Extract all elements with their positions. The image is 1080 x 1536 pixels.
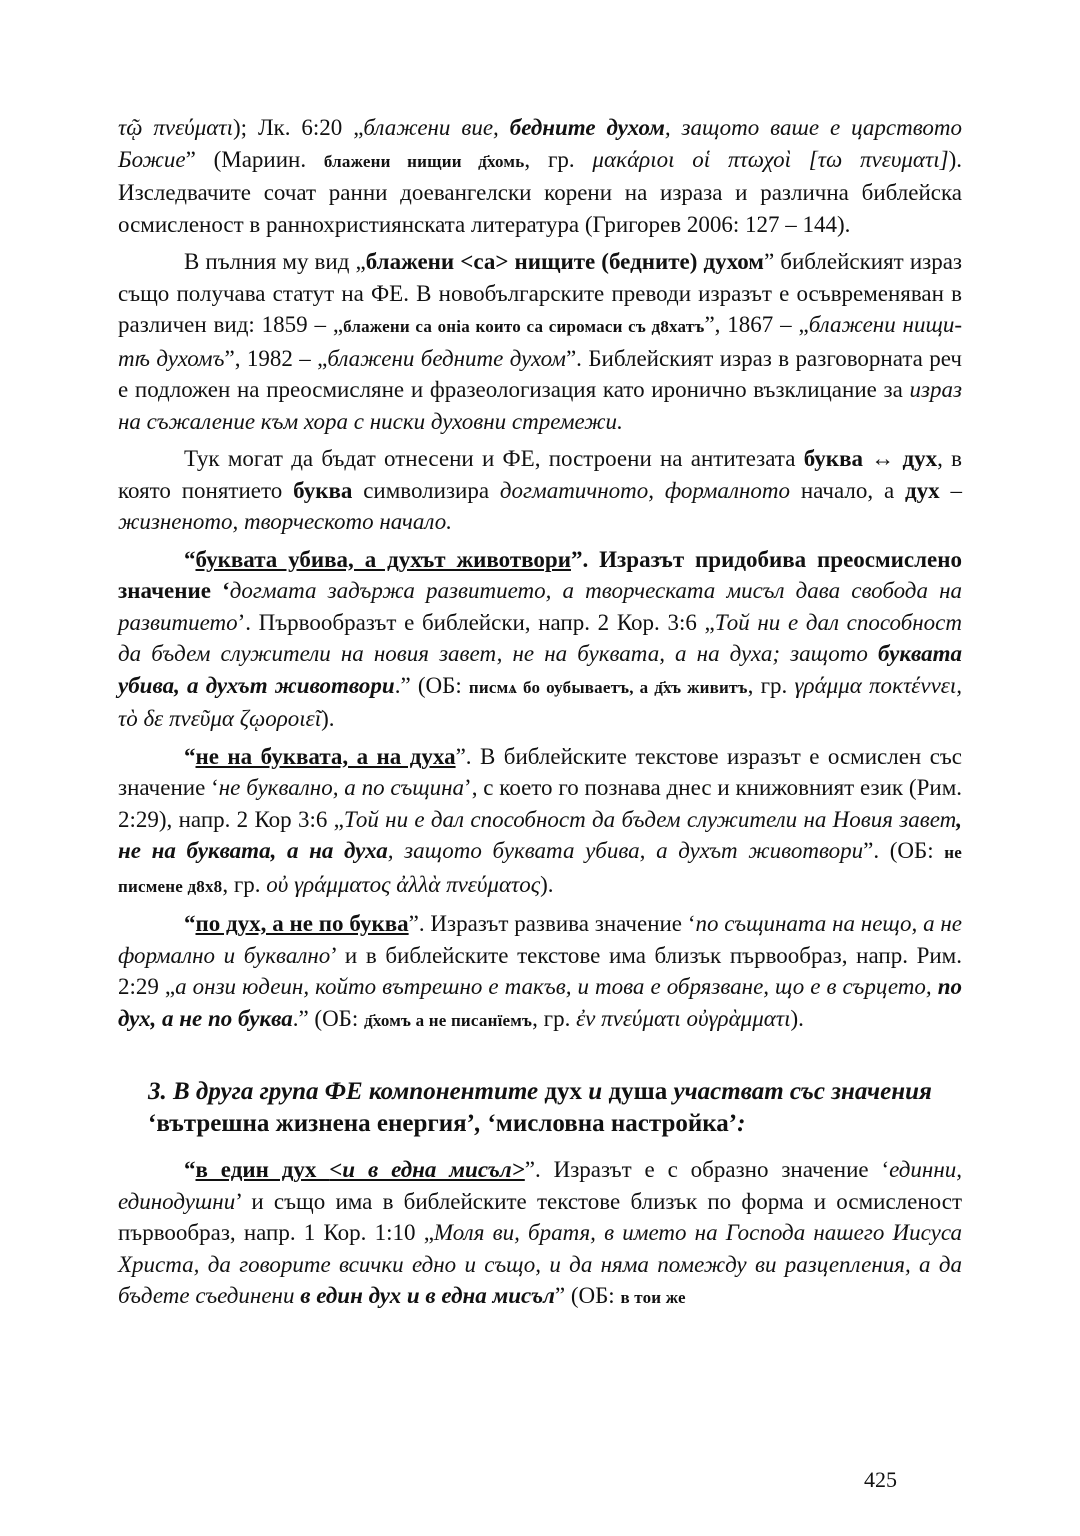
church-slavonic-text: д҃хомъ а не писанїемъ <box>364 1010 533 1030</box>
phraseme-entry: буквата убива, а духът животвори <box>195 546 571 572</box>
church-slavonic-text: блажени са онiа които са сиромаси съ д8хатъ <box>343 317 705 336</box>
phraseme-entry: по дух, а не по буква <box>195 911 409 936</box>
church-slavonic-text: блажени нищии д҃хомь <box>323 151 525 171</box>
phraseme-entry: в един дух <box>195 1157 330 1182</box>
key-phrase: буквата убива, а духът животвори <box>118 641 962 698</box>
key-phrase: в един дух и в една мисъл <box>300 1283 555 1308</box>
greek-text: οὐ γράμματος ἀλλὰ πνεύματος <box>266 871 541 897</box>
key-phrase: по дух, а не по буква <box>118 974 962 1031</box>
page-body <box>118 112 962 1320</box>
phraseme-entry: не на буквата, а на духа <box>195 743 456 769</box>
key-phrase: , не на буквата, а на духа <box>118 806 962 863</box>
church-slavonic-text: не писменe д8х8 <box>118 843 962 896</box>
paragraph-7: “в един дух <и в една мисъл>”. Изразът е с образно значение ‘единни, единодушни’ и също има в библейските текстове близък по форма и осмисленост първообраз, напр. 1 Кор. 1:10 „Моля ви, братя, в името на Господа нашего Иисуса Христа, да говорите всички едно и също, и да няма помежду ви разцепления, а да бъдете съединени в един дух и в една мисъл” (ОБ: в тои же <box>118 1157 963 1308</box>
paragraph-1: τῷ πνεύματι); Лк. 6:20 „блажени вие, бедните духом, защото ваше е царството Божие” (Мариин. блажени нищии д҃хомь, гр. μακάριοι οἱ πτωχοὶ [τω πνευματι]). Изследвачите сочат ранни доевангелски корени на израза и различна библейска осмисленост в раннохристиянската литература (Григорев 2006: 127 – 144). <box>118 115 962 237</box>
key-phrase: бедните духом <box>509 115 665 140</box>
church-slavonic-text: в тои же <box>620 1288 686 1307</box>
page-number: 425 <box>864 1467 897 1492</box>
key-phrase: блажени <са> нищите (бедните) духом <box>365 249 764 274</box>
church-slavonic-text: писмѧ бо оубываетъ, а д҃хъ живитъ <box>468 677 748 697</box>
greek-text: μακάριοι οἱ πτωχοὶ [τω πνευματι] <box>592 146 949 172</box>
greek-text: γράμμα ποκτέννει, τὸ δε πνεῦμα ζῳοροιεῖ <box>118 672 962 731</box>
paragraph-5: “не на буквата, а на духа”. В библейските текстове изразът е осмислен със значение ‘не буквално, а по същина’, с което го познава днес и книжовният език (Рим. 2:29), напр. 2 Кор 3:6 „Той ни е дал способност да бъдем служители на Новия завет, не на буквата, а на духа, защото буквата убива, а духът животвори”. (ОБ: не писменe д8х8, гр. οὐ γράμματος ἀλλὰ πνεύματος). <box>118 743 962 897</box>
section-heading: 3. В друга група ФЕ компонентите дух и душа участват със значения ‘вътрешна жизнена енергия’, ‘мисловна настройка’: <box>148 1078 932 1137</box>
paragraph-3: Тук могат да бъдат отнесени и ФЕ, построени на антитезата буква ↔ дух, в която понятието буква символизира догматичното, формалното начало, а дух – жизненото, творческото начало. <box>118 446 963 534</box>
greek-text: ἐν πνεύματι οὐγρὰμματι <box>576 1005 791 1031</box>
paragraph-2: В пълния му вид „блажени <са> нищите (бедните) духом” библейският израз също получава статут на ФЕ. В новобългарските преводи изразът е осъвременяван в различен вид: 1859 – „блажени са онiа които са сиромаси съ д8хатъ”, 1867 – „блажени нищи-тѣ духомъ”, 1982 – „блажени бедните духом”. Библейският израз в разговорната реч е подложен на преосмисляне и фразеологизация като иронично възклицание за израз на съжаление към хора с ниски духовни стремежи. <box>118 249 963 434</box>
paragraph-4: “буквата убива, а духът животвори”. Изразът придобива преосмислено значение ‘догмата задържа развитието, а творческата мисъл дава свобода на развитието’. Първообразът е библейски, напр. 2 Кор. 3:6 „Той ни е дал способност да бъдем служители на новия завет, не на буквата, а на духа; защото буквата убива, а духът животвори.” (ОБ: писмѧ бо оубываетъ, а д҃хъ живитъ, гр. γράμμα ποκτέννει, τὸ δε πνεῦμα ζῳοροιεῖ). <box>118 546 962 731</box>
greek-text: τῷ πνεύματι <box>118 115 233 140</box>
paragraph-6: “по дух, а не по буква”. Изразът развива значение ‘по същината на нещо, а не формално и буквално’ и в библейските текстове има близък първообраз, напр. Рим. 2:29 „а онзи юдеин, който вътрешно е такъв, и това е обрязване, що е в сърцето, по дух, а не по буква.” (ОБ: д҃хомъ а не писанїемъ, гр. ἐν πνεύματι οὐγρὰμματι). <box>118 911 963 1031</box>
